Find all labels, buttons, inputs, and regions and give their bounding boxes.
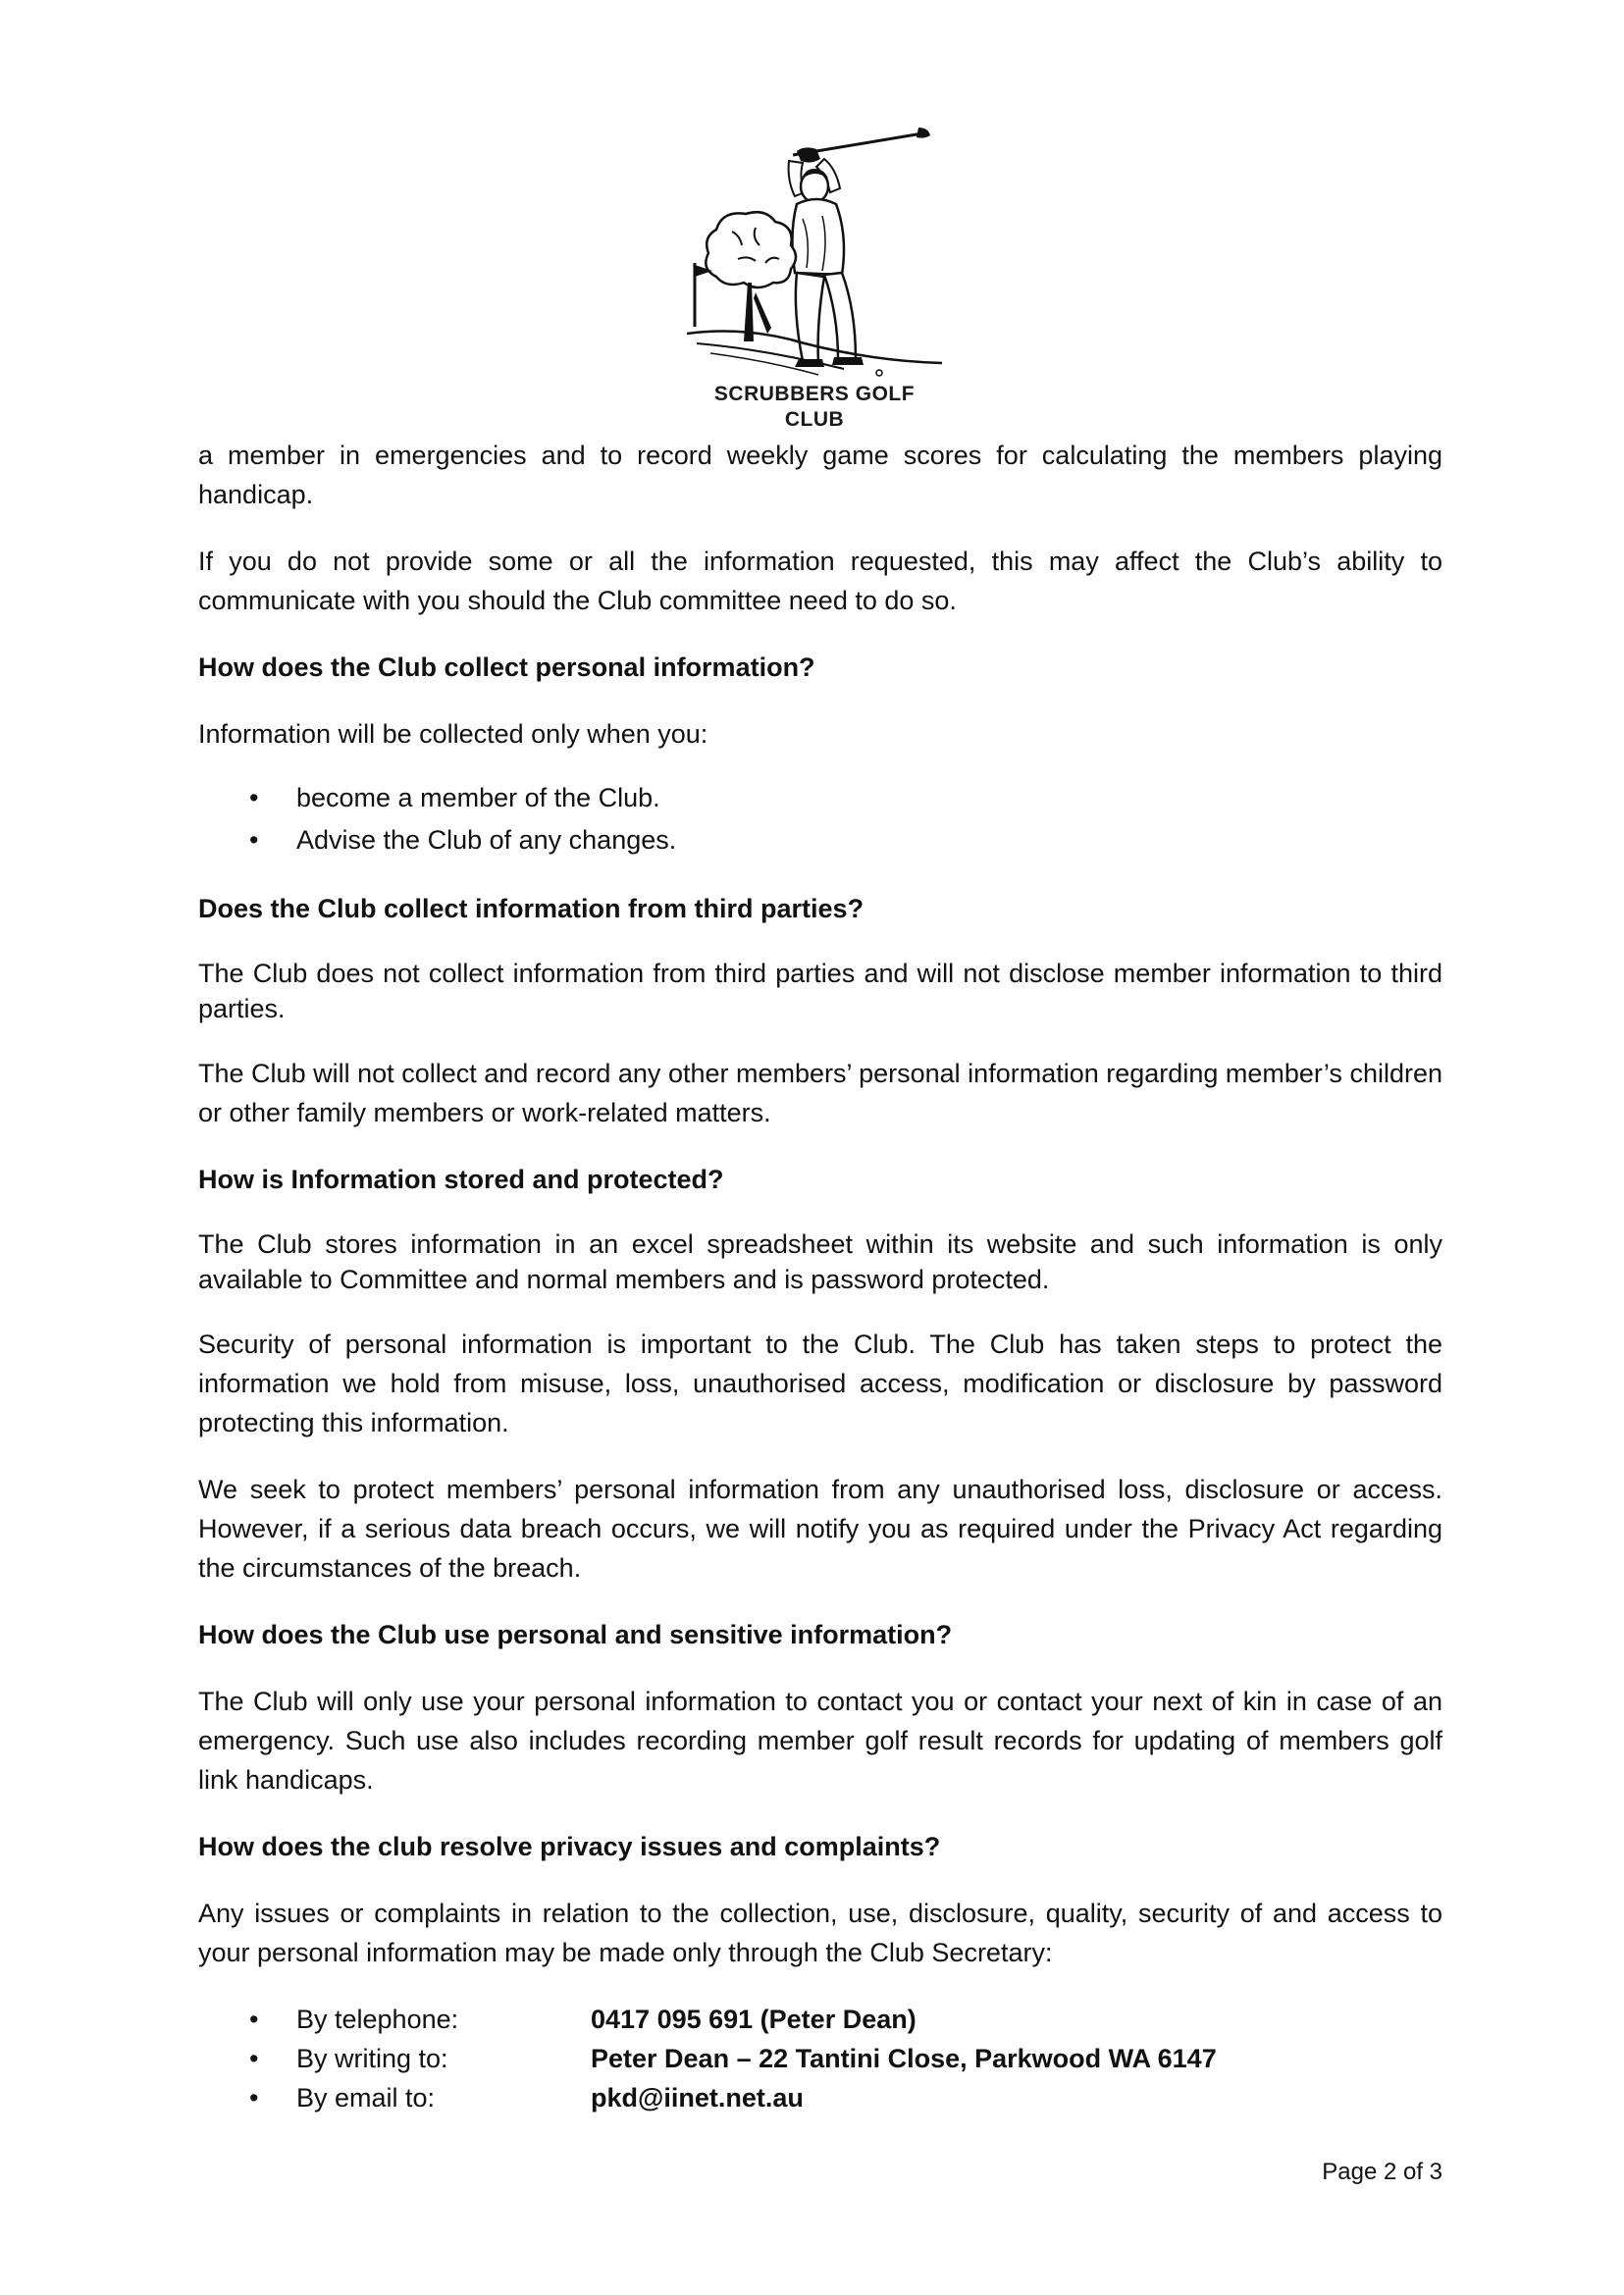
bullet-icon: •: [249, 2083, 259, 2112]
bullet-icon: •: [249, 825, 259, 855]
contact-label: By writing to:: [296, 2044, 448, 2073]
contact-item: [198, 2000, 1442, 2039]
contact-label: By telephone:: [296, 2005, 459, 2034]
contact-email: pkd@iinet.net.au: [591, 2083, 804, 2112]
bullet-icon: •: [249, 2044, 259, 2073]
paragraph: a member in emergencies and to record weekly game scores for calculating the members playing handicap.: [198, 441, 1442, 509]
paragraph: The Club will only use your personal information to contact you or contact your next of kin in case of an emergency. Such use also includes recording member golf result records for updating of members golf link handicaps.: [198, 1687, 1442, 1795]
logo-text-line-2: CLUB: [784, 408, 845, 431]
document-body: [198, 436, 1442, 2117]
paragraph: The Club stores information in an excel spreadsheet within its website and such information is only available to Committee and normal members and is password protected.: [198, 1229, 1442, 1294]
golfer-illustration: [687, 126, 942, 381]
page-number: Page 2 of 3: [1322, 2159, 1442, 2185]
bullet-icon: •: [249, 783, 259, 812]
paragraph: Information will be collected only when you:: [198, 719, 708, 749]
logo-text-line-1: SCRUBBERS GOLF: [713, 383, 916, 405]
section-heading: How is Information stored and protected?: [198, 1165, 724, 1194]
paragraph: The Club will not collect and record any other members’ personal information regarding member’s children or other family members or work-related matters.: [198, 1059, 1442, 1127]
paragraph: The Club does not collect information from third parties and will not disclose member information to third parties.: [198, 959, 1442, 1023]
paragraph: Security of personal information is important to the Club. The Club has taken steps to protect the information we hold from misuse, loss, unauthorised access, modification or disclosure by password protecting this information.: [198, 1330, 1442, 1437]
section-heading: How does the Club use personal and sensitive information?: [198, 1620, 953, 1649]
bullet-icon: •: [249, 2005, 259, 2034]
section-heading: How does the Club collect personal information?: [198, 652, 815, 682]
paragraph: Any issues or complaints in relation to the collection, use, disclosure, quality, security of and access to your personal information may be made only through the Club Secretary:: [198, 1899, 1442, 1967]
contact-address: Peter Dean – 22 Tantini Close, Parkwood WA 6147: [591, 2044, 1217, 2073]
list-item: [198, 777, 1442, 819]
contact-label: By email to:: [296, 2083, 436, 2112]
list-item-text: become a member of the Club.: [296, 783, 660, 812]
section-heading: Does the Club collect information from third parties?: [198, 894, 864, 923]
bullet-list: [198, 777, 1442, 861]
section-heading: How does the club resolve privacy issues and complaints?: [198, 1832, 941, 1861]
contact-item: [198, 2039, 1442, 2078]
list-item: [198, 819, 1442, 861]
contact-item: [198, 2078, 1442, 2117]
contact-phone: 0417 095 691 (Peter Dean): [591, 2005, 917, 2034]
list-item-text: Advise the Club of any changes.: [296, 825, 677, 855]
club-logo: [687, 126, 942, 435]
paragraph: If you do not provide some or all the information requested, this may affect the Club’s ability to communicate with you should the Club committee need to do so.: [198, 547, 1442, 615]
paragraph: We seek to protect members’ personal information from any unauthorised loss, disclosure or access. However, if a serious data breach occurs, we will notify you as required under the Privacy Act regarding the circumstances of the breach.: [198, 1475, 1442, 1583]
contact-list: [198, 2000, 1442, 2117]
